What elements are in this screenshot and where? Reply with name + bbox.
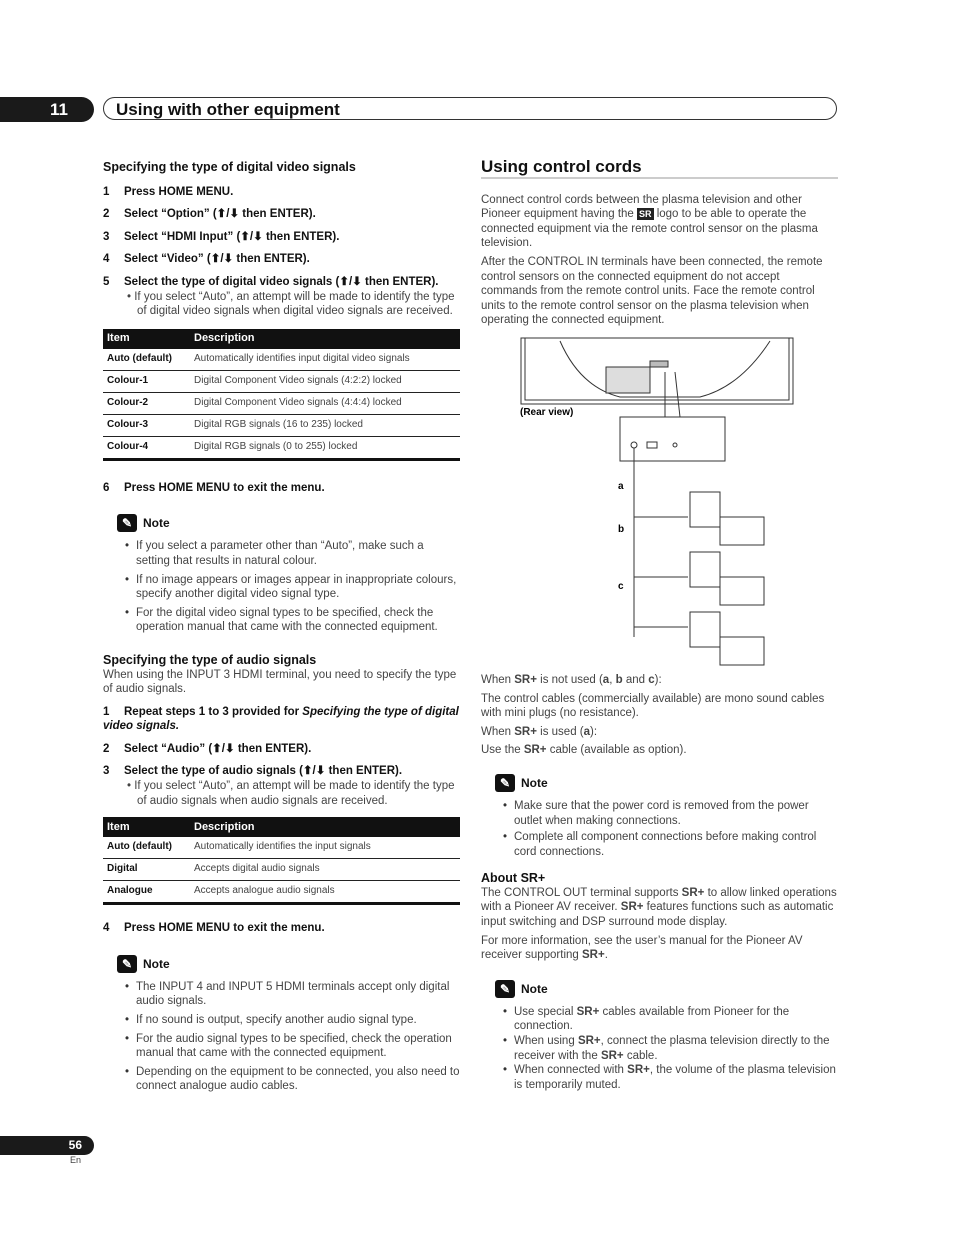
note-item: • When using SR+, connect the plasma television directly to the receiver with the SR+ cable.: [503, 1034, 838, 1063]
table-cell-item: Colour-2: [103, 392, 190, 414]
table-cell-item: Colour-4: [103, 436, 190, 459]
section-heading-about-sr: About SR+: [481, 871, 546, 886]
table-cell-description: Accepts digital audio signals: [190, 859, 460, 881]
connection-diagram: [520, 337, 833, 667]
table-cell-item: Auto (default): [103, 349, 190, 371]
video-steps: [103, 185, 460, 290]
section-title-control-cords: Using control cords: [481, 160, 838, 179]
use-cable-text: Use the SR+ cable (available as option).: [481, 744, 687, 757]
about-sr-paragraph-2: For more information, see the user’s manual for the Pioneer AV receiver supporting SR+.: [481, 934, 803, 962]
sr-not-used-text: When SR+ is not used (a, b and c):: [481, 673, 662, 686]
left-column: [103, 160, 460, 1094]
note-heading: ✎ Note: [495, 980, 838, 998]
note-item: • If you select a parameter other than “Auto”, make such a setting that results in natural colour.: [125, 539, 460, 568]
right-column: [481, 157, 838, 1092]
video-step5-note: • If you select “Auto”, an attempt will be made to identify the type of digital video signals when digital video signals are received.: [127, 290, 455, 318]
pencil-note-icon: ✎: [495, 980, 515, 998]
control-paragraph-2: After the CONTROL IN terminals have been connected, the remote control sensors on the connected equipment do not accept commands from the remote control units. Face the remote control units to the remote control sensor on the plasma television when operating the connected equipment.: [481, 255, 823, 327]
step: 1 Press HOME MENU.: [103, 185, 234, 198]
chapter-number: 11: [50, 100, 68, 119]
note-list-connections: [481, 799, 838, 859]
step: 5 Select the type of digital video signals (⬆/⬇ then ENTER).: [103, 275, 439, 288]
table-row: [103, 436, 460, 459]
table-cell-item: Colour-3: [103, 414, 190, 436]
table-row: [103, 414, 460, 436]
note-item: • The INPUT 4 and INPUT 5 HDMI terminals accept only digital audio signals.: [125, 980, 460, 1009]
col-item: Item: [103, 817, 190, 837]
note-list-sr: [481, 1005, 838, 1093]
table-cell-description: Digital Component Video signals (4:4:4) locked: [190, 392, 460, 414]
table-row: [103, 859, 460, 881]
col-description: Description: [190, 817, 460, 837]
rear-view-label: (Rear view): [520, 406, 574, 418]
section-heading-audio: Specifying the type of audio signals: [103, 652, 317, 667]
chapter-header: [0, 97, 838, 122]
sr-logo: SR: [639, 209, 652, 220]
audio-intro: When using the INPUT 3 HDMI terminal, you need to specify the type of audio signals.: [103, 668, 457, 696]
audio-step-4: 4 Press HOME MENU to exit the menu.: [103, 922, 325, 935]
step: 3 Select “HDMI Input” (⬆/⬇ then ENTER).: [103, 230, 340, 243]
language-code: En: [70, 1155, 82, 1165]
table-row: [103, 349, 460, 371]
step: 3 Select the type of audio signals (⬆/⬇ then ENTER).: [103, 765, 403, 778]
table-cell-description: Accepts analogue audio signals: [190, 881, 460, 904]
table-cell-item: Auto (default): [103, 837, 190, 859]
section-heading-video: Specifying the type of digital video signals: [103, 160, 356, 174]
note-item: • Complete all component connections before making control cord connections.: [503, 830, 838, 859]
cables-text: The control cables (commercially available) are mono sound cables with mini plugs (no resistance).: [481, 692, 825, 720]
table-cell-item: Digital: [103, 859, 190, 881]
table-cell-description: Digital RGB signals (0 to 255) locked: [190, 436, 460, 459]
note-heading: ✎ Note: [117, 955, 460, 973]
table-cell-description: Digital Component Video signals (4:2:2) locked: [190, 370, 460, 392]
note-item: • If no image appears or images appear in inappropriate colours, specify another digital video signal type.: [125, 573, 460, 602]
table-row: [103, 837, 460, 859]
step: 2 Select “Option” (⬆/⬇ then ENTER).: [103, 208, 316, 221]
chapter-number-tab: [0, 97, 94, 122]
audio-step3-note: • If you select “Auto”, an attempt will be made to identify the type of audio signals when audio signals are received.: [127, 780, 455, 807]
table-row: [103, 370, 460, 392]
audio-step-1: 1 Repeat steps 1 to 3 provided for Specifying the type of digital video signals.: [103, 705, 459, 733]
sr-used-text: When SR+ is used (a):: [481, 725, 598, 738]
note-heading: ✎ Note: [495, 774, 838, 792]
table-cell-item: Colour-1: [103, 370, 190, 392]
note-list-video: [103, 539, 460, 635]
note-item: • When connected with SR+, the volume of the plasma television is temporarily muted.: [503, 1063, 838, 1092]
pencil-note-icon: ✎: [495, 774, 515, 792]
pencil-note-icon: ✎: [117, 514, 137, 532]
note-item: • Make sure that the power cord is removed from the power outlet when making connections.: [503, 799, 838, 828]
note-item: • Use special SR+ cables available from Pioneer for the connection.: [503, 1005, 838, 1034]
page-number-tab: [0, 1136, 94, 1155]
table-cell-description: Digital RGB signals (16 to 235) locked: [190, 414, 460, 436]
note-item: • For the digital video signal types to be specified, check the operation manual that came with the connected equipment.: [125, 606, 460, 635]
table-row: [103, 392, 460, 414]
control-intro: Connect control cords between the plasma television and other Pioneer equipment having the SR logo to be able to operate the connected equipment via the remote control sensor on the plasma television.: [481, 193, 818, 250]
note-list-audio: [103, 980, 460, 1094]
table-cell-description: Automatically identifies the input signals: [190, 837, 460, 859]
diagram-label-b: b: [618, 523, 625, 535]
audio-steps: [103, 742, 460, 779]
note-item: • If no sound is output, specify another audio signal type.: [125, 1013, 460, 1028]
terminal-closeup: [620, 417, 725, 461]
page-number: 56: [68, 1138, 82, 1152]
col-item: Item: [103, 329, 190, 349]
table-row: [103, 881, 460, 904]
note-item: • Depending on the equipment to be connected, you also need to connect analogue audio cables.: [125, 1065, 460, 1094]
chapter-title: Using with other equipment: [103, 97, 837, 120]
note-heading: ✎ Note: [117, 514, 460, 532]
diagram-label-a: a: [618, 480, 624, 492]
video-step-6: 6 Press HOME MENU to exit the menu.: [103, 481, 325, 494]
note-item: • For the audio signal types to be specified, check the operation manual that came with the connected equipment.: [125, 1032, 460, 1061]
step: 4 Select “Video” (⬆/⬇ then ENTER).: [103, 253, 310, 266]
audio-signal-table: [103, 817, 460, 905]
tv-rear-panel: [521, 338, 793, 404]
pencil-note-icon: ✎: [117, 955, 137, 973]
col-description: Description: [190, 329, 460, 349]
table-cell-description: Automatically identifies input digital video signals: [190, 349, 460, 371]
step: 2 Select “Audio” (⬆/⬇ then ENTER).: [103, 742, 312, 755]
video-signal-table: [103, 329, 460, 461]
diagram-label-c: c: [618, 580, 624, 592]
about-sr-paragraph-1: The CONTROL OUT terminal supports SR+ to allow linked operations with a Pioneer AV receiver. SR+ features functions such as automatic input switching and DSP surround mode display.: [481, 886, 837, 929]
table-cell-item: Analogue: [103, 881, 190, 904]
